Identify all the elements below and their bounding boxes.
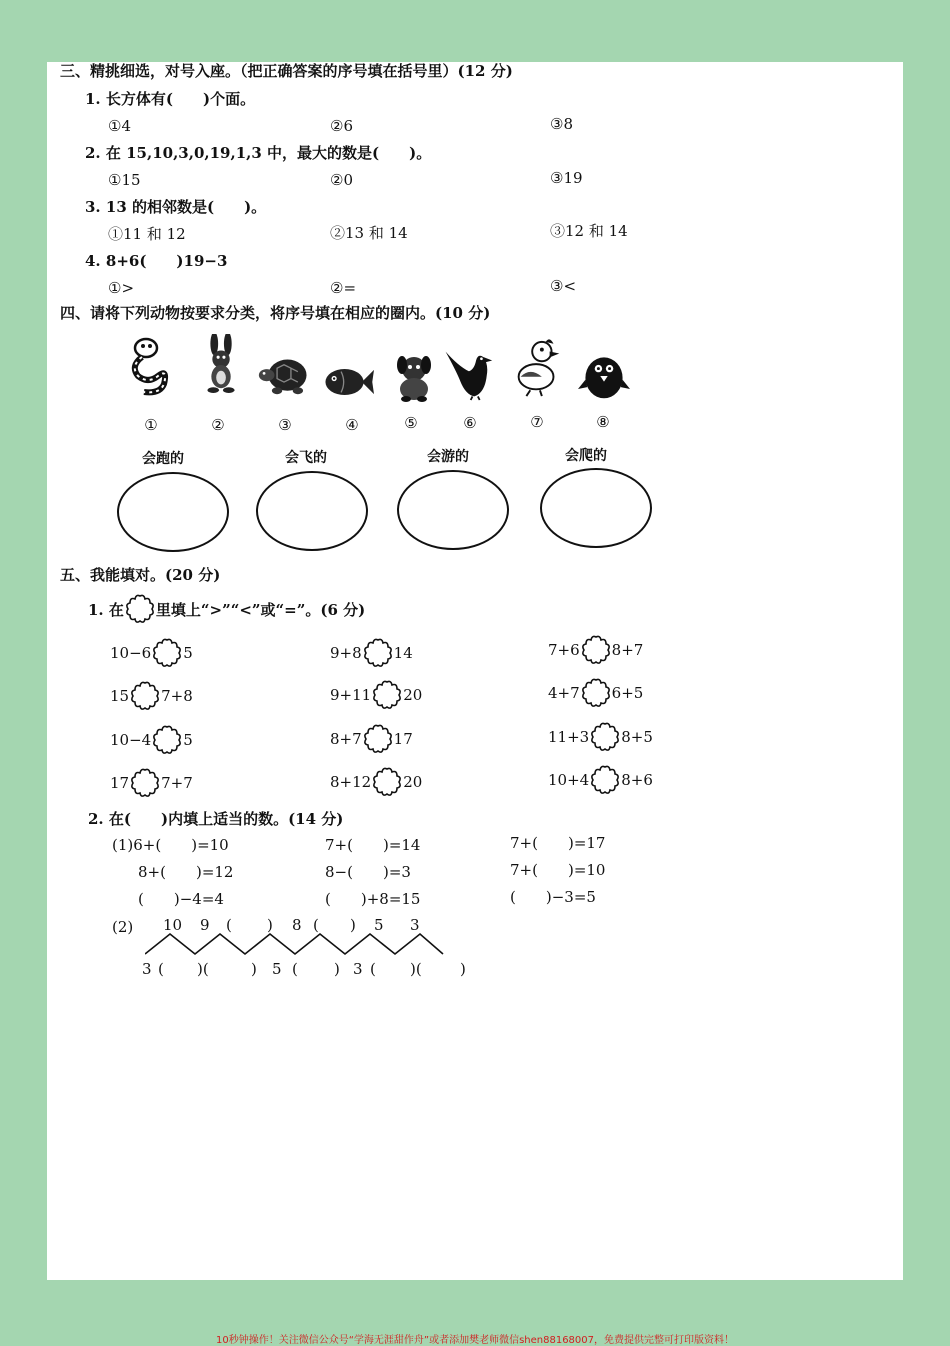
zigzag-top-4[interactable]: ) <box>267 916 273 934</box>
flower-blank-icon[interactable] <box>363 724 393 754</box>
animal-number-1: ① <box>144 416 158 434</box>
animal-number-6: ⑥ <box>463 414 477 432</box>
compare-item-2-1 <box>110 681 193 711</box>
footer-banner: 10秒钟操作！关注微信公众号“学海无涯甜作舟”或者添加樊老师微信shen88168007，免费提供完整可打印版资料！ <box>215 1335 735 1346</box>
zigzag-bottom-8: 3 <box>353 960 363 978</box>
part2-label: (2) <box>112 918 134 936</box>
compare-item-1-2 <box>330 638 413 668</box>
answer-oval-swim[interactable] <box>397 470 509 550</box>
rabbit-icon <box>196 334 248 394</box>
compare-left: 9+11 <box>330 686 372 704</box>
compare-right: 7+7 <box>161 774 193 792</box>
fill-eq-1-3[interactable]: 7+( )=17 <box>510 834 606 852</box>
zigzag-top-6[interactable]: ( <box>313 916 319 934</box>
compare-left: 9+8 <box>330 644 362 662</box>
fish-icon <box>322 352 374 412</box>
animal-number-8: ⑧ <box>596 413 610 431</box>
compare-right: 14 <box>393 644 413 662</box>
zigzag-top-9: 3 <box>410 916 420 934</box>
q3-2-option-2: ②0 <box>330 171 353 189</box>
compare-right: 8+5 <box>621 728 653 746</box>
compare-item-2-2 <box>330 680 422 710</box>
compare-right: 5 <box>183 731 193 749</box>
zigzag-top-7[interactable]: ) <box>350 916 356 934</box>
q3-4-option-1: ①> <box>108 279 135 297</box>
compare-item-3-1 <box>110 725 193 755</box>
zigzag-bottom-3[interactable]: )( <box>197 960 209 978</box>
compare-left: 7+6 <box>548 641 580 659</box>
flower-blank-icon[interactable] <box>152 638 182 668</box>
animal-number-7: ⑦ <box>530 413 544 431</box>
section3-title: 三、精挑细选，对号入座。（把正确答案的序号填在括号里）(12 分) <box>60 62 513 80</box>
flower-blank-icon[interactable] <box>372 767 402 797</box>
compare-left: 10+4 <box>548 771 590 789</box>
compare-right: 17 <box>393 730 413 748</box>
compare-right: 8+6 <box>621 771 653 789</box>
flower-shape-icon <box>125 594 155 624</box>
compare-left: 8+12 <box>330 773 372 791</box>
compare-right: 6+5 <box>611 684 644 702</box>
flower-blank-icon[interactable] <box>130 768 160 798</box>
q3-3-option-1: ①11 和 12 <box>108 225 186 243</box>
compare-right: 20 <box>403 686 423 704</box>
fill-eq-1-1[interactable]: (1)6+( )=10 <box>112 836 229 854</box>
q3-1-stem: 1. 长方体有( )个面。 <box>85 90 256 108</box>
dog-icon <box>388 348 440 408</box>
zigzag-line <box>145 930 445 958</box>
flower-blank-icon[interactable] <box>590 765 620 795</box>
compare-item-1-1 <box>110 638 193 668</box>
flower-blank-icon[interactable] <box>363 638 393 668</box>
turtle-icon <box>258 346 310 406</box>
compare-left: 10−6 <box>110 644 152 662</box>
zigzag-top-3[interactable]: ( <box>226 916 232 934</box>
zigzag-bottom-2[interactable]: ( <box>158 960 164 978</box>
q5-2-title: 2. 在( )内填上适当的数。(14 分) <box>88 810 344 828</box>
animal-number-2: ② <box>211 416 225 434</box>
zigzag-bottom-1: 3 <box>142 960 152 978</box>
zigzag-bottom-9[interactable]: ( <box>370 960 376 978</box>
answer-oval-fly[interactable] <box>256 471 368 551</box>
zigzag-bottom-4[interactable]: ) <box>251 960 257 978</box>
q3-3-stem: 3. 13 的相邻数是( )。 <box>85 198 267 216</box>
compare-item-4-3 <box>548 765 653 795</box>
section5-title: 五、我能填对。(20 分) <box>60 566 221 584</box>
animal-number-5: ⑤ <box>404 414 418 432</box>
category-label-crawl: 会爬的 <box>565 448 607 464</box>
q3-4-option-3: ③< <box>550 277 577 295</box>
snake-icon <box>124 336 176 396</box>
answer-oval-run[interactable] <box>117 472 229 552</box>
compare-right: 8+7 <box>611 641 644 659</box>
q3-3-option-2: ②13 和 14 <box>330 224 408 242</box>
worksheet-paper <box>47 62 903 1280</box>
section4-title: 四、请将下列动物按要求分类，将序号填在相应的圈内。(10 分) <box>60 304 491 322</box>
animal-number-4: ④ <box>345 416 359 434</box>
compare-item-3-2 <box>330 724 413 754</box>
q3-2-option-1: ①15 <box>108 171 141 189</box>
zigzag-top-2: 9 <box>200 916 210 934</box>
zigzag-top-5: 8 <box>292 916 302 934</box>
fill-eq-2-3[interactable]: 7+( )=10 <box>510 861 606 879</box>
q5-1-prefix: 1. 在 <box>88 600 124 619</box>
q3-2-stem: 2. 在 15,10,3,0,19,1,3 中，最大的数是( )。 <box>85 144 432 162</box>
compare-item-4-1 <box>110 768 193 798</box>
zigzag-bottom-7[interactable]: ) <box>334 960 340 978</box>
flower-blank-icon[interactable] <box>130 681 160 711</box>
compare-left: 8+7 <box>330 730 362 748</box>
flower-blank-icon[interactable] <box>581 678 611 708</box>
compare-left: 10−4 <box>110 731 152 749</box>
compare-left: 4+7 <box>548 684 580 702</box>
zigzag-top-1: 10 <box>163 916 183 934</box>
zigzag-top-8: 5 <box>374 916 384 934</box>
fill-eq-3-3[interactable]: ( )−3=5 <box>510 888 596 906</box>
compare-left: 17 <box>110 774 130 792</box>
zigzag-bottom-10[interactable]: )( <box>410 960 422 978</box>
compare-right: 20 <box>403 773 423 791</box>
answer-oval-crawl[interactable] <box>540 468 652 548</box>
compare-item-1-3 <box>548 635 643 665</box>
compare-item-2-3 <box>548 678 643 708</box>
bird-icon <box>442 344 494 404</box>
q3-1-option-1: ①4 <box>108 117 131 135</box>
flower-blank-icon[interactable] <box>152 725 182 755</box>
q3-4-option-2: ②= <box>330 279 357 297</box>
penguin-icon <box>578 346 630 406</box>
fill-eq-2-1[interactable]: 8+( )=12 <box>138 863 234 881</box>
fill-eq-1-2[interactable]: 7+( )=14 <box>325 836 421 854</box>
animal-number-3: ③ <box>278 416 292 434</box>
duck-icon <box>512 338 564 398</box>
fill-eq-3-1[interactable]: ( )−4=4 <box>138 890 224 908</box>
fill-eq-2-2[interactable]: 8−( )=3 <box>325 863 411 881</box>
q3-1-option-3: ③8 <box>550 115 573 133</box>
compare-left: 15 <box>110 687 130 705</box>
category-label-fly: 会飞的 <box>285 450 327 466</box>
category-label-swim: 会游的 <box>427 449 469 465</box>
zigzag-bottom-11[interactable]: ) <box>460 960 466 978</box>
zigzag-bottom-5: 5 <box>272 960 282 978</box>
fill-eq-3-2[interactable]: ( )+8=15 <box>325 890 421 908</box>
compare-right: 5 <box>183 644 193 662</box>
zigzag-bottom-6[interactable]: ( <box>292 960 298 978</box>
category-label-run: 会跑的 <box>142 451 184 467</box>
flower-blank-icon[interactable] <box>372 680 402 710</box>
flower-blank-icon[interactable] <box>581 635 611 665</box>
q3-1-option-2: ②6 <box>330 117 353 135</box>
q3-4-stem: 4. 8+6( )19−3 <box>85 252 228 270</box>
flower-blank-icon[interactable] <box>590 722 620 752</box>
compare-item-4-2 <box>330 767 422 797</box>
compare-right: 7+8 <box>161 687 193 705</box>
q3-3-option-3: ③12 和 14 <box>550 222 628 240</box>
compare-item-3-3 <box>548 722 653 752</box>
q3-2-option-3: ③19 <box>550 169 583 187</box>
q5-1-instruction <box>88 594 365 624</box>
q5-1-suffix: 里填上“>”“<”或“=”。(6 分) <box>155 600 366 619</box>
compare-left: 11+3 <box>548 728 590 746</box>
